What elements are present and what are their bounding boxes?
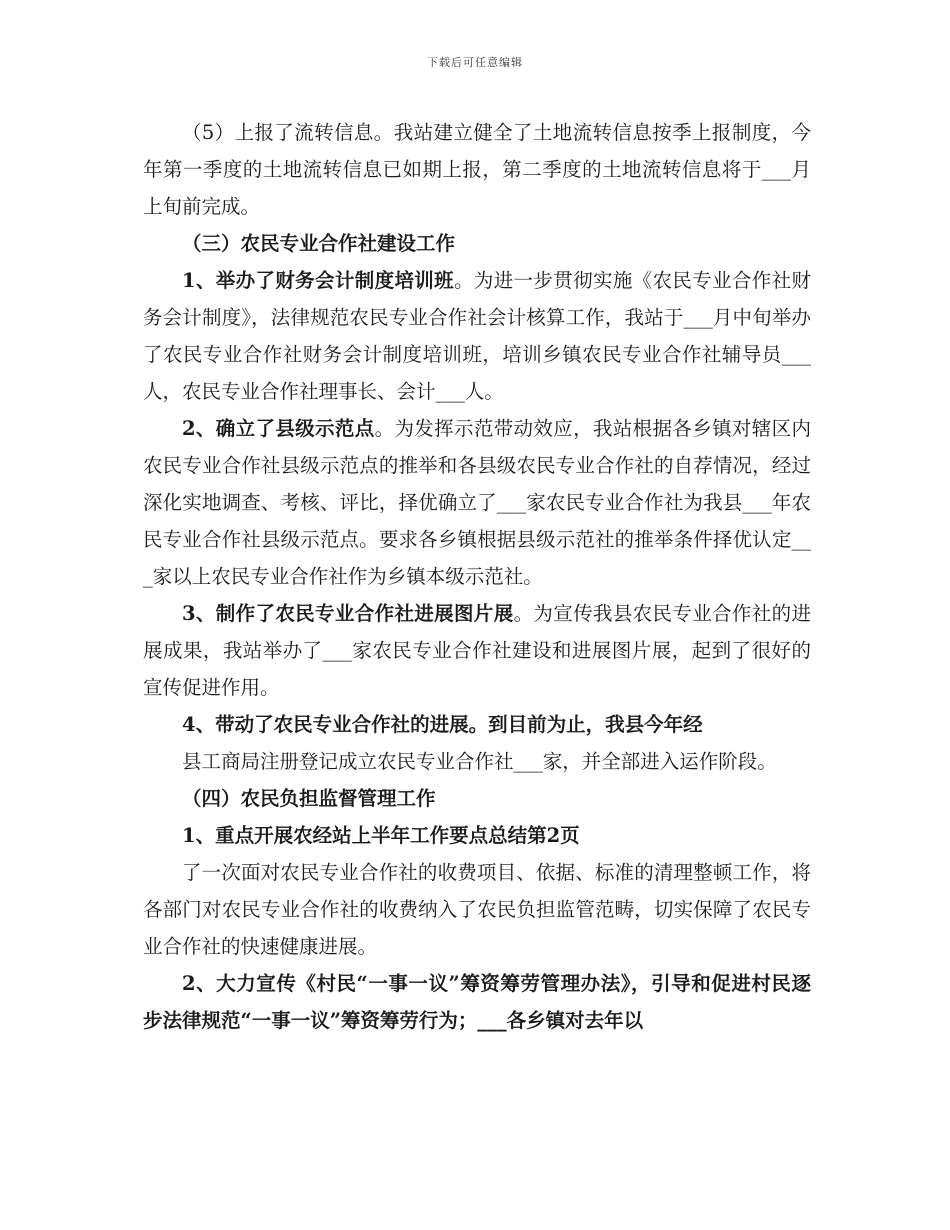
paragraph-training-lead: 1、举办了财务会计制度培训班 xyxy=(182,269,454,292)
paragraph-fee-cleanup-lead: 1、重点开展农经站上半年工作要点总结第2页 xyxy=(182,824,580,847)
paragraph-fee-cleanup-body: 了一次面对农民专业合作社的收费项目、依据、标准的清理整顿工作，将各部门对农民专业合作社的收费纳入了农民负担监管范畴，切实保障了农民专业合作社的快速健康进展。 xyxy=(143,861,811,958)
paragraph-photo-exhibit-lead: 3、制作了农民专业合作社进展图片展 xyxy=(182,602,514,625)
paragraph-publicity: 2、大力宣传《村民“一事一议”筹资筹劳管理办法》，引导和促进村民逐步法律规范“一事一议”筹资筹劳行为；___各乡镇对去年以 xyxy=(143,972,811,1032)
paragraph-photo-exhibit xyxy=(143,595,811,706)
paragraph-demo-sites-lead: 2、确立了县级示范点 xyxy=(182,417,375,440)
section-heading-burden: （四）农民负担监督管理工作 xyxy=(182,787,436,810)
paragraph-progress-lead: 4、带动了农民专业合作社的进展。到目前为止，我县今年经 xyxy=(182,713,703,736)
paragraph-training-body: 。为进一步贯彻实施《农民专业合作社财务会计制度》，法律规范农民专业合作社会计核算工作，我站于___月中旬举办了农民专业合作社财务会计制度培训班，培训乡镇农民专业合作社辅导员___人，农民专业合作社理事长、会计___人。 xyxy=(143,269,811,403)
section-heading-cooperative: （三）农民专业合作社建设工作 xyxy=(182,232,456,255)
document-body xyxy=(143,114,811,1039)
page-header: 下载后可任意编辑 xyxy=(427,56,523,69)
paragraph-progress-body: 县工商局注册登记成立农民专业合作社___家，并全部进入运作阶段。 xyxy=(182,750,777,773)
paragraph-photo-exhibit-body: 。为宣传我县农民专业合作社的进展成果，我站举办了___家农民专业合作社建设和进展图片展，起到了很好的宣传促进作用。 xyxy=(143,602,811,699)
paragraph-demo-sites-body: 。为发挥示范带动效应，我站根据各乡镇对辖区内农民专业合作社县级示范点的推举和各县级农民专业合作社的自荐情况，经过深化实地调查、考核、评比，择优确立了___家农民专业合作社为我县___年农民专业合作社县级示范点。要求各乡镇根据县级示范社的推举条件择优认定___家以上农民专业合作社作为乡镇本级示范社。 xyxy=(143,417,811,588)
paragraph-training xyxy=(143,262,811,410)
paragraph-demo-sites xyxy=(143,410,811,595)
paragraph-transfer-info: （5）上报了流转信息。我站建立健全了土地流转信息按季上报制度，今年第一季度的土地流转信息已如期上报，第二季度的土地流转信息将于___月上旬前完成。 xyxy=(143,121,811,218)
